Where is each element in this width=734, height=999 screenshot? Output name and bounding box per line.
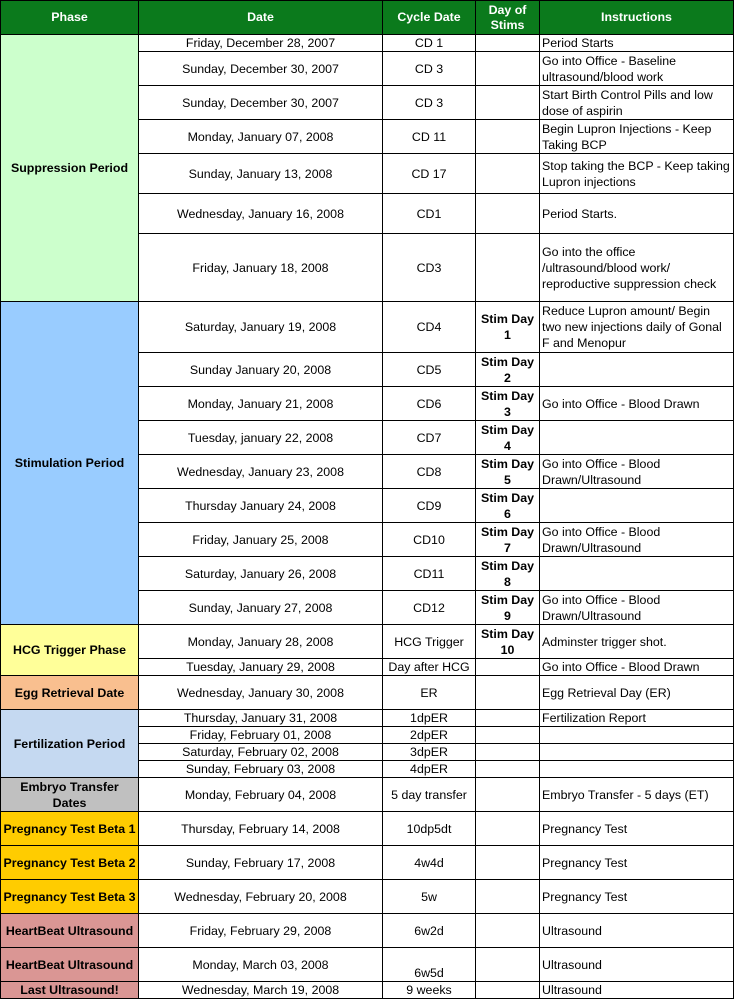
date-cell: Wednesday, February 20, 2008 xyxy=(139,880,383,914)
stim-day-cell: Stim Day 9 xyxy=(476,591,540,625)
stim-day-cell xyxy=(476,880,540,914)
date-cell: Tuesday, January 29, 2008 xyxy=(139,659,383,676)
stim-day-cell xyxy=(476,710,540,727)
phase-stimulation: Stimulation Period xyxy=(1,302,139,625)
instructions-cell: Embryo Transfer - 5 days (ET) xyxy=(540,778,734,812)
stim-day-cell xyxy=(476,659,540,676)
header-date: Date xyxy=(139,1,383,35)
phase-hcg-trigger: HCG Trigger Phase xyxy=(1,625,139,676)
date-cell: Saturday, January 26, 2008 xyxy=(139,557,383,591)
phase-pregnancy-beta-1: Pregnancy Test Beta 1 xyxy=(1,812,139,846)
cycle-date-cell: CD 3 xyxy=(383,86,476,120)
instructions-cell: Reduce Lupron amount/ Begin two new injections daily of Gonal F and Menopur xyxy=(540,302,734,353)
cycle-date-cell: CD 11 xyxy=(383,120,476,154)
cycle-date-cell: CD9 xyxy=(383,489,476,523)
phase-heartbeat-ultrasound-2: HeartBeat Ultrasound xyxy=(1,948,139,982)
cycle-date-cell: 5w xyxy=(383,880,476,914)
stim-day-cell xyxy=(476,778,540,812)
stim-day-cell xyxy=(476,154,540,194)
table-row xyxy=(1,625,734,659)
instructions-cell: Pregnancy Test xyxy=(540,880,734,914)
cycle-date-cell: CD 3 xyxy=(383,52,476,86)
date-cell: Sunday January 20, 2008 xyxy=(139,353,383,387)
date-cell: Saturday, January 19, 2008 xyxy=(139,302,383,353)
stim-day-cell xyxy=(476,727,540,744)
instructions-cell: Period Starts xyxy=(540,35,734,52)
instructions-cell: Go into Office - Blood Drawn/Ultrasound xyxy=(540,523,734,557)
header-day-of-stims: Day of Stims xyxy=(476,1,540,35)
date-cell: Monday, March 03, 2008 xyxy=(139,948,383,982)
date-cell: Wednesday, January 23, 2008 xyxy=(139,455,383,489)
cycle-date-cell: 9 weeks xyxy=(383,982,476,999)
table-row xyxy=(1,948,734,982)
cycle-date-cell: 4dpER xyxy=(383,761,476,778)
table-row xyxy=(1,846,734,880)
stim-day-cell xyxy=(476,234,540,302)
instructions-cell: Stop taking the BCP - Keep taking Lupron injections xyxy=(540,154,734,194)
stim-day-cell: Stim Day 7 xyxy=(476,523,540,557)
stim-day-cell xyxy=(476,52,540,86)
instructions-cell: Go into Office - Blood Drawn xyxy=(540,659,734,676)
stim-day-cell xyxy=(476,914,540,948)
date-cell: Monday, January 07, 2008 xyxy=(139,120,383,154)
date-cell: Saturday, February 02, 2008 xyxy=(139,744,383,761)
instructions-cell: Ultrasound xyxy=(540,914,734,948)
date-cell: Tuesday, january 22, 2008 xyxy=(139,421,383,455)
phase-embryo-transfer: Embryo Transfer Dates xyxy=(1,778,139,812)
header-phase: Phase xyxy=(1,1,139,35)
cycle-date-cell: 4w4d xyxy=(383,846,476,880)
date-cell: Monday, February 04, 2008 xyxy=(139,778,383,812)
date-cell: Thursday, January 31, 2008 xyxy=(139,710,383,727)
instructions-cell: Adminster trigger shot. xyxy=(540,625,734,659)
stim-day-cell xyxy=(476,812,540,846)
header-instructions: Instructions xyxy=(540,1,734,35)
table-row xyxy=(1,35,734,52)
cycle-date-cell: CD 17 xyxy=(383,154,476,194)
table-row xyxy=(1,812,734,846)
stim-day-cell: Stim Day 5 xyxy=(476,455,540,489)
cycle-date-cell: CD4 xyxy=(383,302,476,353)
stim-day-cell xyxy=(476,846,540,880)
cycle-date-cell: ER xyxy=(383,676,476,710)
instructions-cell: Go into Office - Blood Drawn/Ultrasound xyxy=(540,591,734,625)
instructions-cell xyxy=(540,557,734,591)
stim-day-cell xyxy=(476,194,540,234)
instructions-cell xyxy=(540,489,734,523)
cycle-date-cell: HCG Trigger xyxy=(383,625,476,659)
table-row xyxy=(1,778,734,812)
date-cell: Friday, December 28, 2007 xyxy=(139,35,383,52)
instructions-cell: Go into Office - Blood Drawn xyxy=(540,387,734,421)
instructions-cell: Start Birth Control Pills and low dose of aspirin xyxy=(540,86,734,120)
table-row xyxy=(1,676,734,710)
header-row xyxy=(1,1,734,35)
instructions-cell xyxy=(540,727,734,744)
stim-day-cell: Stim Day 2 xyxy=(476,353,540,387)
phase-heartbeat-ultrasound-1: HeartBeat Ultrasound xyxy=(1,914,139,948)
instructions-cell: Period Starts. xyxy=(540,194,734,234)
stim-day-cell xyxy=(476,676,540,710)
phase-pregnancy-beta-3: Pregnancy Test Beta 3 xyxy=(1,880,139,914)
stim-day-cell: Stim Day 3 xyxy=(476,387,540,421)
cycle-date-cell: CD7 xyxy=(383,421,476,455)
date-cell: Sunday, February 17, 2008 xyxy=(139,846,383,880)
date-cell: Sunday, January 13, 2008 xyxy=(139,154,383,194)
date-cell: Thursday, February 14, 2008 xyxy=(139,812,383,846)
stim-day-cell xyxy=(476,120,540,154)
instructions-cell: Pregnancy Test xyxy=(540,812,734,846)
cycle-date-cell: CD1 xyxy=(383,194,476,234)
phase-egg-retrieval: Egg Retrieval Date xyxy=(1,676,139,710)
instructions-cell: Go into Office - Baseline ultrasound/blood work xyxy=(540,52,734,86)
instructions-cell xyxy=(540,744,734,761)
cycle-date-cell: 5 day transfer xyxy=(383,778,476,812)
instructions-cell xyxy=(540,421,734,455)
cycle-date-cell: Day after HCG xyxy=(383,659,476,676)
stim-day-cell: Stim Day 6 xyxy=(476,489,540,523)
stim-day-cell: Stim Day 4 xyxy=(476,421,540,455)
header-cycle-date: Cycle Date xyxy=(383,1,476,35)
instructions-cell xyxy=(540,353,734,387)
cycle-date-cell: 6w5d xyxy=(383,948,476,982)
stim-day-cell xyxy=(476,982,540,999)
date-cell: Wednesday, January 16, 2008 xyxy=(139,194,383,234)
table-row xyxy=(1,302,734,353)
date-cell: Friday, February 29, 2008 xyxy=(139,914,383,948)
instructions-cell: Begin Lupron Injections - Keep Taking BCP xyxy=(540,120,734,154)
stim-day-cell: Stim Day 10 xyxy=(476,625,540,659)
date-cell: Sunday, December 30, 2007 xyxy=(139,86,383,120)
instructions-cell: Pregnancy Test xyxy=(540,846,734,880)
table-row xyxy=(1,880,734,914)
date-cell: Monday, January 28, 2008 xyxy=(139,625,383,659)
stim-day-cell xyxy=(476,86,540,120)
date-cell: Friday, February 01, 2008 xyxy=(139,727,383,744)
stim-day-cell: Stim Day 8 xyxy=(476,557,540,591)
cycle-date-cell: 6w2d xyxy=(383,914,476,948)
cycle-date-cell: CD10 xyxy=(383,523,476,557)
stim-day-cell xyxy=(476,948,540,982)
phase-suppression: Suppression Period xyxy=(1,35,139,302)
table-row xyxy=(1,914,734,948)
stim-day-cell xyxy=(476,744,540,761)
date-cell: Sunday, February 03, 2008 xyxy=(139,761,383,778)
stim-day-cell xyxy=(476,35,540,52)
date-cell: Sunday, January 27, 2008 xyxy=(139,591,383,625)
cycle-date-cell: CD8 xyxy=(383,455,476,489)
date-cell: Friday, January 25, 2008 xyxy=(139,523,383,557)
date-cell: Thursday January 24, 2008 xyxy=(139,489,383,523)
cycle-date-cell: CD11 xyxy=(383,557,476,591)
instructions-cell: Go into the office /ultrasound/blood work/ reproductive suppression check xyxy=(540,234,734,302)
table-row xyxy=(1,982,734,999)
cycle-date-cell: CD12 xyxy=(383,591,476,625)
instructions-cell: Go into Office - Blood Drawn/Ultrasound xyxy=(540,455,734,489)
date-cell: Monday, January 21, 2008 xyxy=(139,387,383,421)
date-cell: Wednesday, March 19, 2008 xyxy=(139,982,383,999)
phase-last-ultrasound: Last Ultrasound! xyxy=(1,982,139,999)
cycle-date-cell: CD5 xyxy=(383,353,476,387)
cycle-date-cell: CD3 xyxy=(383,234,476,302)
cycle-date-cell: CD6 xyxy=(383,387,476,421)
instructions-cell: Ultrasound xyxy=(540,982,734,999)
cycle-date-cell: 3dpER xyxy=(383,744,476,761)
stim-day-cell xyxy=(476,761,540,778)
instructions-cell: Ultrasound xyxy=(540,948,734,982)
cycle-date-cell: CD 1 xyxy=(383,35,476,52)
date-cell: Friday, January 18, 2008 xyxy=(139,234,383,302)
date-cell: Wednesday, January 30, 2008 xyxy=(139,676,383,710)
instructions-cell xyxy=(540,761,734,778)
instructions-cell: Egg Retrieval Day (ER) xyxy=(540,676,734,710)
cycle-date-cell: 10dp5dt xyxy=(383,812,476,846)
cycle-date-cell: 1dpER xyxy=(383,710,476,727)
phase-pregnancy-beta-2: Pregnancy Test Beta 2 xyxy=(1,846,139,880)
instructions-cell: Fertilization Report xyxy=(540,710,734,727)
table-row xyxy=(1,710,734,727)
phase-fertilization: Fertilization Period xyxy=(1,710,139,778)
date-cell: Sunday, December 30, 2007 xyxy=(139,52,383,86)
stim-day-cell: Stim Day 1 xyxy=(476,302,540,353)
cycle-date-cell: 2dpER xyxy=(383,727,476,744)
